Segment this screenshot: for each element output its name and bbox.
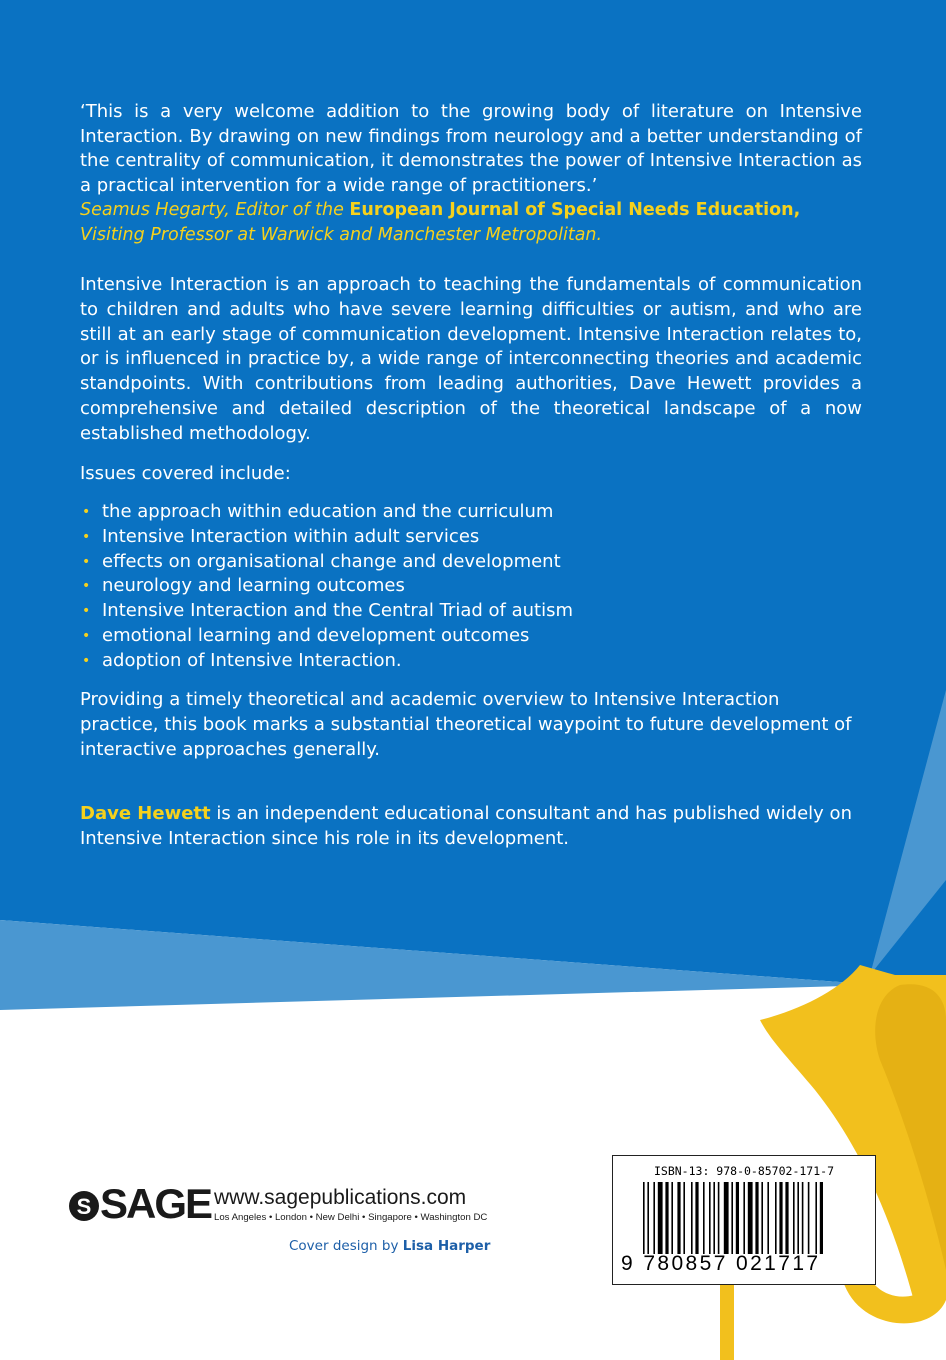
credit-designer: Lisa Harper bbox=[402, 1238, 491, 1254]
barcode-bar bbox=[713, 1182, 715, 1254]
barcode-bar bbox=[785, 1182, 788, 1254]
barcode-bar bbox=[718, 1182, 720, 1254]
svg-text:S: S bbox=[76, 1194, 92, 1219]
barcode-bar bbox=[658, 1182, 663, 1254]
barcode-bar bbox=[683, 1182, 685, 1254]
barcode-bar bbox=[671, 1182, 673, 1254]
author-bio bbox=[80, 802, 862, 852]
sage-wordmark: SAGE bbox=[100, 1180, 212, 1227]
barcode-bar bbox=[731, 1182, 733, 1254]
attribution-role: Visiting Professor at Warwick and Manchester Metropolitan. bbox=[80, 224, 603, 245]
attribution-journal: European Journal of Special Needs Education, bbox=[349, 200, 801, 220]
bullet-icon: • bbox=[82, 504, 91, 520]
barcode-bar bbox=[767, 1182, 769, 1254]
author-bio-text: is an independent educational consultant and has published widely on Intensive Interaction since his role in its development. bbox=[80, 803, 852, 849]
list-item: • emotional learning and development outcomes bbox=[80, 624, 573, 649]
publisher-cities: Los Angeles • London • New Delhi • Singapore • Washington DC bbox=[214, 1212, 488, 1223]
list-item: • Intensive Interaction within adult services bbox=[80, 525, 573, 550]
barcode-bars bbox=[643, 1182, 863, 1254]
quote-text: ‘This is a very welcome addition to the growing body of literature on Intensive Interaction. By drawing on new findings from neurology and a better understanding of the centrality of communication, it demonstrates the power of Intensive Interaction as a practical intervention for a wide range of practitioners.’ bbox=[80, 101, 862, 196]
barcode-bar bbox=[748, 1182, 753, 1254]
author-name: Dave Hewett bbox=[80, 803, 211, 824]
credit-label: Cover design by bbox=[289, 1238, 403, 1254]
attribution-name: Seamus Hegarty, Editor of the bbox=[80, 200, 350, 220]
barcode-bar bbox=[724, 1182, 729, 1254]
barcode-bar bbox=[761, 1182, 763, 1254]
barcode-bar bbox=[695, 1182, 698, 1254]
list-item: • neurology and learning outcomes bbox=[80, 574, 573, 599]
quote-attribution bbox=[80, 198, 862, 247]
barcode-bar bbox=[793, 1182, 795, 1254]
overview-paragraph: Providing a timely theoretical and academic overview to Intensive Interaction practice, this book marks a substantial theoretical waypoint to future development of interactive approaches generally. bbox=[80, 689, 852, 760]
barcode-bar bbox=[643, 1182, 645, 1254]
barcode-bar bbox=[775, 1182, 777, 1254]
barcode-bar bbox=[815, 1182, 817, 1254]
barcode-bar bbox=[797, 1182, 799, 1254]
endorsement-quote bbox=[80, 100, 862, 247]
barcode-bar bbox=[736, 1182, 739, 1254]
book-description: Intensive Interaction is an approach to teaching the fundamentals of communication to children and adults who have severe learning difficulties or autism, and who are still at an early stage of communication development. Intensive Interaction relates to, or is influenced in practice by, a wide range of interconnecting theories and academic standpoints. With contributions from leading authorities, Dave Hewett provides a comprehensive and detailed description of the theoretical landscape of a now established methodology. bbox=[80, 274, 862, 444]
barcode-bar bbox=[653, 1182, 655, 1254]
barcode-bar bbox=[665, 1182, 668, 1254]
list-item: • effects on organisational change and development bbox=[80, 550, 573, 575]
barcode-bar bbox=[647, 1182, 649, 1254]
barcode-bar bbox=[808, 1182, 810, 1254]
list-item: • Intensive Interaction and the Central Triad of autism bbox=[80, 599, 573, 624]
isbn-barcode bbox=[612, 1155, 876, 1285]
barcode-bar bbox=[709, 1182, 711, 1254]
bullet-icon: • bbox=[82, 578, 91, 595]
bullet-icon: • bbox=[82, 528, 91, 545]
barcode-bar bbox=[802, 1182, 804, 1254]
publisher-url[interactable]: www.sagepublications.com bbox=[214, 1186, 467, 1209]
bullet-icon: • bbox=[82, 627, 91, 644]
bullet-icon: • bbox=[82, 553, 91, 570]
barcode-bar bbox=[703, 1182, 705, 1254]
isbn-digits: 9 780857 021717 bbox=[621, 1252, 821, 1275]
issues-intro: Issues covered include: bbox=[80, 463, 291, 484]
bullet-icon: • bbox=[82, 603, 91, 620]
issues-list bbox=[80, 500, 573, 674]
bullet-icon: • bbox=[82, 652, 91, 669]
list-item: • adoption of Intensive Interaction. bbox=[80, 649, 573, 674]
barcode-bar bbox=[820, 1182, 823, 1254]
barcode-bar bbox=[779, 1182, 782, 1254]
barcode-bar bbox=[677, 1182, 680, 1254]
list-item: • the approach within education and the curriculum bbox=[80, 500, 573, 525]
cover-design-credit bbox=[289, 1238, 490, 1254]
barcode-bar bbox=[691, 1182, 693, 1254]
barcode-bar bbox=[743, 1182, 745, 1254]
isbn-label: ISBN-13: 978-0-85702-171-7 bbox=[653, 1164, 834, 1178]
barcode-bar bbox=[755, 1182, 758, 1254]
